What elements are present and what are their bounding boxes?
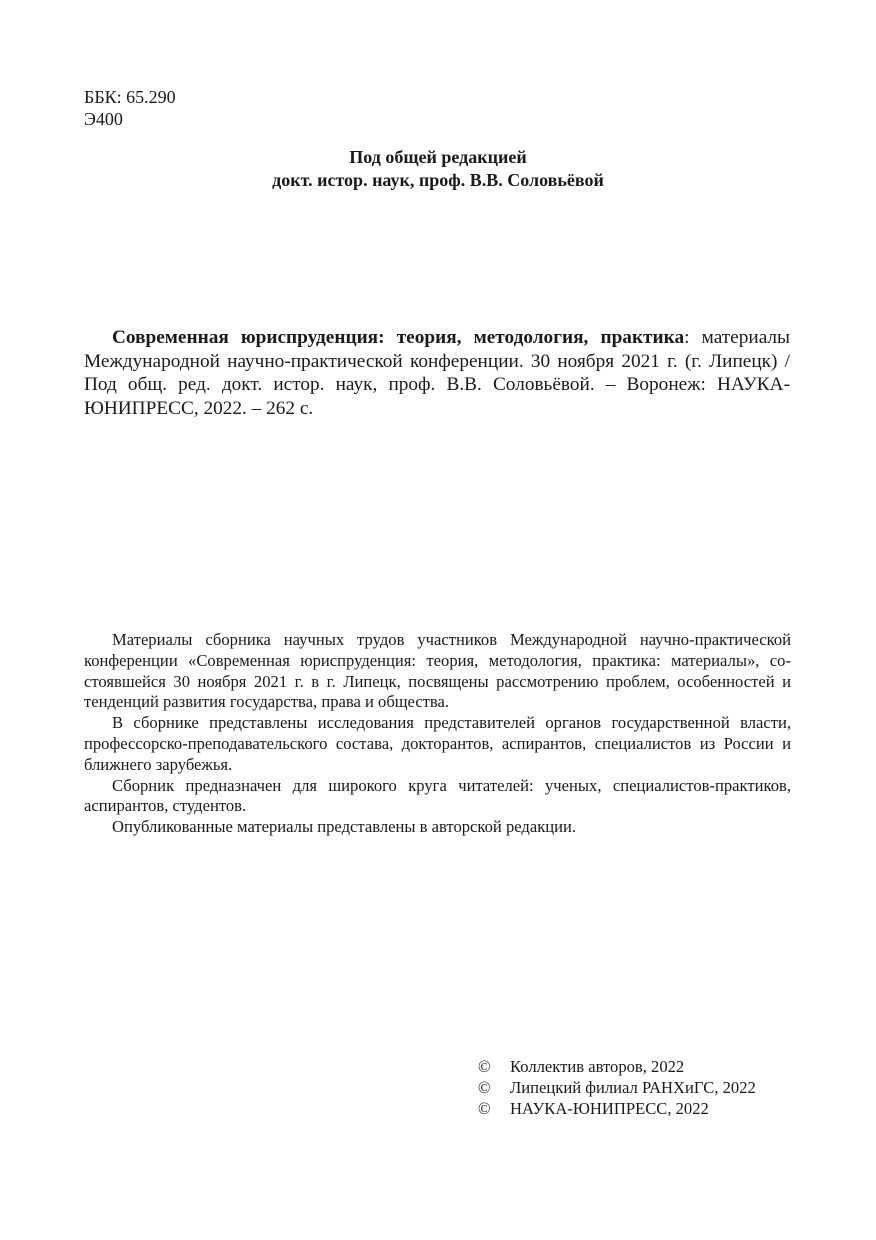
- annotation: [84, 630, 791, 838]
- copyright-line: [478, 1056, 756, 1077]
- copyright-holder: Коллектив авторов, 2022: [510, 1057, 685, 1076]
- copyright-icon: ©: [478, 1057, 491, 1076]
- editors-block: [0, 146, 876, 192]
- classification-block: [84, 86, 176, 130]
- bbk-code: ББК: 65.290: [84, 87, 176, 107]
- annotation-paragraph: Материалы сборника научных трудов участников Международной научно-практической конференции «Современная юриспруденция: теория, методология, практика: материалы», состоявшейся 30 ноября 2021 г. в г. Липецк, посвящены рассмотрению проблем, особенностей и тенденций развития государства, права и общества.: [84, 630, 791, 712]
- copyright-holder: Липецкий филиал РАНХиГС, 2022: [510, 1078, 756, 1097]
- annotation-paragraph: Опубликованные материалы представлены в авторской редакции.: [112, 817, 577, 837]
- copyright-line: [478, 1077, 756, 1098]
- copyright-line: [478, 1098, 756, 1119]
- annotation-paragraph: Сборник предназначен для широкого круга читателей: ученых, специалистов-практиков, аспирантов, студентов.: [84, 775, 791, 816]
- editors-line-1: Под общей редакцией: [349, 147, 527, 167]
- author-mark: Э400: [84, 109, 123, 129]
- editors-line-2: докт. истор. наук, проф. В.В. Соловьёвой: [272, 170, 604, 190]
- copyright-holder: НАУКА-ЮНИПРЕСС, 2022: [510, 1099, 709, 1118]
- copyright-icon: ©: [478, 1078, 491, 1097]
- citation-details: : материалы Международной научно-практической конференции. 30 ноября 2021 г. (г. Липецк) / Под общ. ред. докт. истор. наук, проф. В.В. Соловьёвой. – Воронеж: НАУКА-ЮНИПРЕСС, 2022. – 262 с.: [84, 327, 790, 419]
- bibliographic-citation: [84, 326, 790, 420]
- citation-title: Современная юриспруденция: теория, методология, практика: [112, 327, 685, 348]
- annotation-paragraph: В сборнике представлены исследования представителей органов государственной власти, профессорско-преподавательского состава, докторантов, аспирантов, специалистов из России и ближнего зарубежья.: [84, 713, 791, 774]
- copyright-block: [478, 1056, 756, 1119]
- copyright-icon: ©: [478, 1099, 491, 1118]
